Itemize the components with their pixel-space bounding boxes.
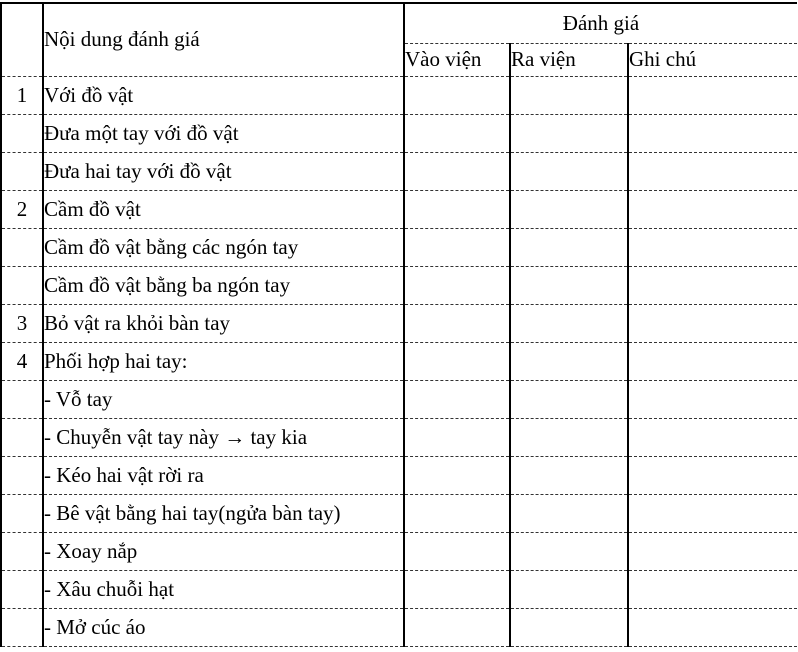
row-label-cell: Bỏ vật ra khỏi bàn tay bbox=[43, 304, 404, 342]
row-number-cell bbox=[1, 380, 43, 418]
vao-vien-column-header: Vào viện bbox=[404, 43, 510, 76]
row-label-cell: Phối hợp hai tay: bbox=[43, 342, 404, 380]
vao-vien-cell bbox=[404, 608, 510, 646]
row-number-cell: 4 bbox=[1, 342, 43, 380]
vao-vien-cell bbox=[404, 456, 510, 494]
ra-vien-cell bbox=[510, 380, 628, 418]
table-body bbox=[1, 76, 797, 646]
ghi-chu-cell bbox=[628, 418, 797, 456]
number-column-header bbox=[1, 3, 43, 76]
table-row bbox=[1, 266, 797, 304]
ra-vien-cell bbox=[510, 152, 628, 190]
row-label-cell: Đưa hai tay với đồ vật bbox=[43, 152, 404, 190]
ra-vien-cell bbox=[510, 418, 628, 456]
table-row bbox=[1, 304, 797, 342]
ra-vien-column-header: Ra viện bbox=[510, 43, 628, 76]
ghi-chu-cell bbox=[628, 380, 797, 418]
vao-vien-cell bbox=[404, 304, 510, 342]
evaluation-group-header: Đánh giá bbox=[404, 3, 797, 43]
ra-vien-cell bbox=[510, 570, 628, 608]
ra-vien-cell bbox=[510, 608, 628, 646]
table-row bbox=[1, 418, 797, 456]
ghi-chu-cell bbox=[628, 76, 797, 114]
table-row bbox=[1, 570, 797, 608]
row-number-cell bbox=[1, 266, 43, 304]
ghi-chu-cell bbox=[628, 608, 797, 646]
table-row bbox=[1, 114, 797, 152]
ghi-chu-cell bbox=[628, 266, 797, 304]
ghi-chu-cell bbox=[628, 570, 797, 608]
row-number-cell: 2 bbox=[1, 190, 43, 228]
table-row bbox=[1, 532, 797, 570]
ghi-chu-cell bbox=[628, 342, 797, 380]
ra-vien-cell bbox=[510, 342, 628, 380]
row-label-cell: Cầm đồ vật bằng các ngón tay bbox=[43, 228, 404, 266]
row-label-cell: - Xoay nắp bbox=[43, 532, 404, 570]
row-number-cell bbox=[1, 456, 43, 494]
ghi-chu-cell bbox=[628, 304, 797, 342]
content-column-header: Nội dung đánh giá bbox=[43, 3, 404, 76]
table-row bbox=[1, 494, 797, 532]
vao-vien-cell bbox=[404, 342, 510, 380]
row-number-cell bbox=[1, 532, 43, 570]
ghi-chu-cell bbox=[628, 114, 797, 152]
ra-vien-cell bbox=[510, 304, 628, 342]
ra-vien-cell bbox=[510, 494, 628, 532]
ghi-chu-cell bbox=[628, 456, 797, 494]
ghi-chu-cell bbox=[628, 494, 797, 532]
vao-vien-cell bbox=[404, 494, 510, 532]
table-row bbox=[1, 190, 797, 228]
ghi-chu-cell bbox=[628, 228, 797, 266]
row-label-cell: Cầm đồ vật bằng ba ngón tay bbox=[43, 266, 404, 304]
ghi-chu-cell bbox=[628, 532, 797, 570]
ra-vien-cell bbox=[510, 190, 628, 228]
vao-vien-cell bbox=[404, 380, 510, 418]
row-label-cell: - Mở cúc áo bbox=[43, 608, 404, 646]
vao-vien-cell bbox=[404, 190, 510, 228]
row-label-cell: - Bê vật bằng hai tay(ngửa bàn tay) bbox=[43, 494, 404, 532]
row-number-cell bbox=[1, 608, 43, 646]
row-number-cell bbox=[1, 228, 43, 266]
row-number-cell bbox=[1, 494, 43, 532]
vao-vien-cell bbox=[404, 152, 510, 190]
table-row bbox=[1, 342, 797, 380]
row-label-cell: - Xâu chuỗi hạt bbox=[43, 570, 404, 608]
ghi-chu-cell bbox=[628, 190, 797, 228]
table-row bbox=[1, 228, 797, 266]
vao-vien-cell bbox=[404, 570, 510, 608]
table-row bbox=[1, 608, 797, 646]
header-row-top bbox=[1, 3, 797, 43]
vao-vien-cell bbox=[404, 532, 510, 570]
ghi-chu-cell bbox=[628, 152, 797, 190]
row-label-cell: Với đồ vật bbox=[43, 76, 404, 114]
table-row bbox=[1, 76, 797, 114]
row-label-cell: Đưa một tay với đồ vật bbox=[43, 114, 404, 152]
ra-vien-cell bbox=[510, 532, 628, 570]
row-number-cell: 1 bbox=[1, 76, 43, 114]
row-number-cell: 3 bbox=[1, 304, 43, 342]
vao-vien-cell bbox=[404, 76, 510, 114]
table-row bbox=[1, 456, 797, 494]
ra-vien-cell bbox=[510, 76, 628, 114]
vao-vien-cell bbox=[404, 228, 510, 266]
table-row bbox=[1, 152, 797, 190]
table-row bbox=[1, 380, 797, 418]
row-label-cell: - Kéo hai vật rời ra bbox=[43, 456, 404, 494]
row-label-cell: - Vỗ tay bbox=[43, 380, 404, 418]
row-number-cell bbox=[1, 570, 43, 608]
ra-vien-cell bbox=[510, 456, 628, 494]
row-number-cell bbox=[1, 152, 43, 190]
row-number-cell bbox=[1, 114, 43, 152]
table-header bbox=[1, 3, 797, 76]
assessment-table bbox=[0, 2, 797, 647]
ghi-chu-column-header: Ghi chú bbox=[628, 43, 797, 76]
ra-vien-cell bbox=[510, 228, 628, 266]
ra-vien-cell bbox=[510, 114, 628, 152]
row-label-cell: Cầm đồ vật bbox=[43, 190, 404, 228]
ra-vien-cell bbox=[510, 266, 628, 304]
vao-vien-cell bbox=[404, 114, 510, 152]
vao-vien-cell bbox=[404, 266, 510, 304]
vao-vien-cell bbox=[404, 418, 510, 456]
row-label-cell: - Chuyễn vật tay này → tay kia bbox=[43, 418, 404, 456]
row-number-cell bbox=[1, 418, 43, 456]
